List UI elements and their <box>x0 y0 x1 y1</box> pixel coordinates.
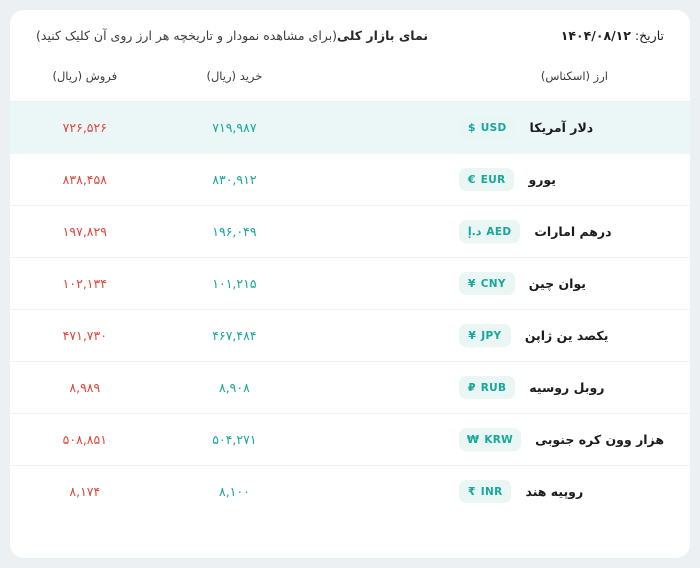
currency-code-chip <box>459 116 516 139</box>
currency-name: یورو <box>528 172 556 187</box>
currency-code-chip <box>459 480 512 503</box>
row-spacer <box>309 102 459 154</box>
currency-code-chip <box>459 428 521 451</box>
currency-cell[interactable] <box>459 206 690 258</box>
currency-code: CNY <box>480 277 506 290</box>
currency-cell[interactable] <box>459 414 690 466</box>
column-header-spacer <box>309 53 459 102</box>
page-title <box>36 28 428 43</box>
currency-symbol-icon: € <box>467 173 476 186</box>
currency-code: RUB <box>480 381 507 394</box>
buy-price: ۱۹۶,۰۴۹ <box>160 206 310 258</box>
row-spacer <box>309 414 459 466</box>
buy-price: ۱۰۱,۲۱۵ <box>160 258 310 310</box>
row-spacer <box>309 258 459 310</box>
currency-symbol-icon: ¥ <box>467 277 476 290</box>
currency-symbol-icon: ₹ <box>467 485 476 498</box>
currency-name: درهم امارات <box>534 224 612 239</box>
row-spacer <box>309 466 459 518</box>
currency-code-chip <box>459 272 515 295</box>
sell-price: ۸۳۸,۴۵۸ <box>10 154 160 206</box>
table-header <box>10 53 690 102</box>
currency-code: KRW <box>484 433 514 446</box>
currency-code: USD <box>480 121 507 134</box>
currency-name: روپیه هند <box>525 484 584 499</box>
currency-code: EUR <box>480 173 506 186</box>
column-header-sell: فروش (ریال) <box>10 53 160 102</box>
currency-cell[interactable] <box>459 102 690 154</box>
table-row[interactable] <box>10 414 690 466</box>
table-row[interactable] <box>10 258 690 310</box>
currency-cell[interactable] <box>459 362 690 414</box>
table-row[interactable] <box>10 206 690 258</box>
currency-cell[interactable] <box>459 154 690 206</box>
page-title-hint: (برای مشاهده نمودار و تاریخچه هر ارز روی آن کلیک کنید) <box>36 28 338 43</box>
currency-code: AED <box>486 225 512 238</box>
row-spacer <box>309 154 459 206</box>
currency-name: یوان چین <box>528 276 586 291</box>
currency-symbol-icon: ¥ <box>468 329 477 342</box>
currency-code-chip <box>459 376 515 399</box>
sell-price: ۱۹۷,۸۲۹ <box>10 206 160 258</box>
currency-name: دلار آمریکا <box>529 120 594 135</box>
sell-price: ۵۰۸,۸۵۱ <box>10 414 160 466</box>
column-header-currency: ارز (اسکناس) <box>459 53 690 102</box>
currency-code-chip <box>459 324 511 347</box>
row-spacer <box>309 362 459 414</box>
date-display <box>561 28 664 43</box>
currency-symbol-icon: ₽ <box>467 381 476 394</box>
buy-price: ۸,۹۰۸ <box>160 362 310 414</box>
column-header-buy: خرید (ریال) <box>160 53 310 102</box>
sell-price: ۱۰۲,۱۳۴ <box>10 258 160 310</box>
buy-price: ۴۶۷,۴۸۴ <box>160 310 310 362</box>
buy-price: ۸,۱۰۰ <box>219 484 250 499</box>
currency-code-chip <box>459 168 515 191</box>
currency-cell[interactable] <box>459 258 690 310</box>
table-row[interactable] <box>10 466 690 518</box>
table-row[interactable] <box>10 102 690 154</box>
card-header <box>10 10 690 53</box>
sell-price: ۷۲۶,۵۲۶ <box>10 102 160 154</box>
currency-code-chip <box>459 220 521 243</box>
currency-name: یکصد ین ژاپن <box>524 328 609 343</box>
currency-symbol-icon: $ <box>467 121 476 134</box>
table-row[interactable] <box>10 310 690 362</box>
sell-price: ۸,۹۸۹ <box>10 362 160 414</box>
currency-cell[interactable] <box>459 310 690 362</box>
table-row[interactable] <box>10 362 690 414</box>
table-body <box>10 102 690 518</box>
date-label: تاریخ: <box>634 28 664 43</box>
table-row[interactable] <box>10 154 690 206</box>
buy-price: ۸۳۰,۹۱۲ <box>160 154 310 206</box>
currency-code: INR <box>480 485 503 498</box>
currency-symbol-icon: د.إ <box>467 225 482 238</box>
row-spacer <box>309 206 459 258</box>
currency-name: هزار وون کره جنوبی <box>535 432 664 447</box>
currency-code: JPY <box>481 329 502 342</box>
buy-price: ۵۰۴,۲۷۱ <box>160 414 310 466</box>
sell-price: ۴۷۱,۷۳۰ <box>10 310 160 362</box>
row-spacer <box>309 310 459 362</box>
market-overview-card <box>10 10 690 558</box>
currency-cell[interactable] <box>459 466 690 518</box>
exchange-rates-table <box>10 53 690 517</box>
sell-price: ۸,۱۷۴ <box>69 484 101 499</box>
currency-symbol-icon: ₩ <box>466 433 480 446</box>
date-value: ۱۴۰۴/۰۸/۱۲ <box>560 28 631 43</box>
buy-price: ۷۱۹,۹۸۷ <box>160 102 310 154</box>
page-title-text: نمای بازار کلی <box>337 28 429 43</box>
table-header-row <box>10 53 690 102</box>
currency-name: روبل روسیه <box>529 380 605 395</box>
